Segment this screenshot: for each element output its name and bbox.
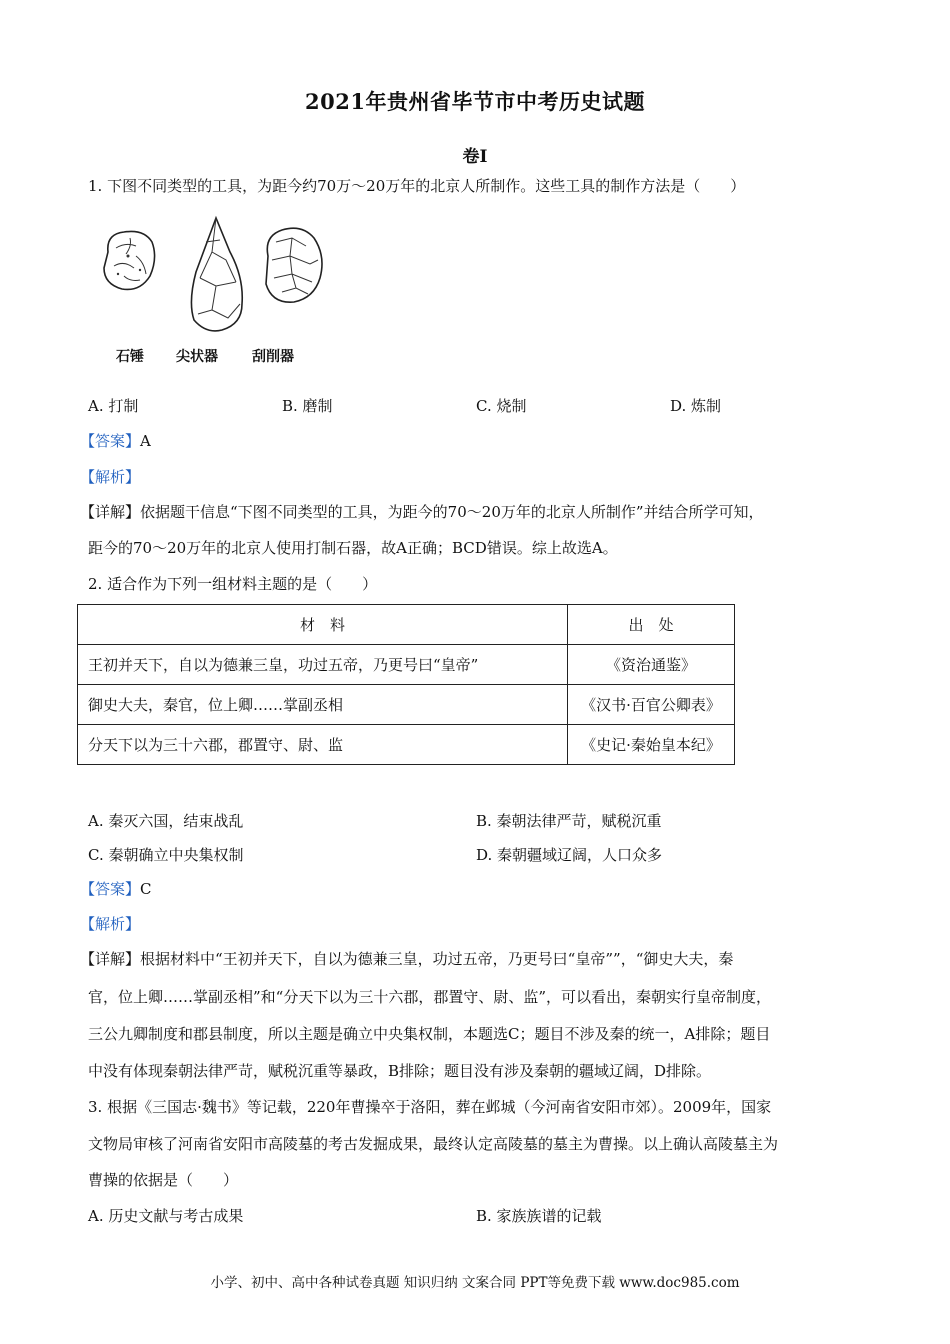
- material-cell: 分天下以为三十六郡，郡置守、尉、监: [78, 725, 568, 765]
- detail-text: 根据材料中“王初并天下，自以为德兼三皇，功过五帝，乃更号曰“皇帝””，“御史大夫，秦: [140, 950, 734, 968]
- material-cell: 王初并天下，自以为德兼三皇，功过五帝，乃更号曰“皇帝”: [78, 645, 568, 685]
- q2-detail: [80, 949, 733, 969]
- q1-option-b: B. 磨制: [282, 397, 333, 415]
- q2-answer: [80, 879, 152, 899]
- q2-option-c: C. 秦朝确立中央集权制: [88, 846, 244, 864]
- answer-value: C: [140, 880, 152, 898]
- q2-option-a: A. 秦灭六国，结束战乱: [88, 812, 244, 830]
- header-material: 材 料: [78, 605, 568, 645]
- q3-stem-line2: 文物局审核了河南省安阳市高陵墓的考古发掘成果，最终认定高陵墓的墓主为曹操。以上确认高陵墓主为: [88, 1135, 779, 1153]
- q2-option-b: B. 秦朝法律严苛，赋税沉重: [476, 812, 662, 830]
- q1-detail: [80, 502, 764, 522]
- source-cell: 《汉书·百官公卿表》: [568, 685, 735, 725]
- tool-caption-scraper: 刮削器: [252, 349, 294, 365]
- source-cell: 《资治通鉴》: [568, 645, 735, 685]
- answer-tag: 【答案】: [80, 880, 141, 898]
- answer-value: A: [140, 432, 151, 450]
- detail-tag: 【详解】: [80, 503, 141, 521]
- source-cell: 《史记·秦始皇本纪》: [568, 725, 735, 765]
- q2-material-table: [77, 604, 735, 765]
- q3-stem-line3: 曹操的依据是（ ）: [88, 1171, 239, 1189]
- tool-caption-pointed: 尖状器: [176, 349, 218, 365]
- q1-stem: 1. 下图不同类型的工具，为距今约70万～20万年的北京人所制作。这些工具的制作方法是（ ）: [88, 177, 746, 195]
- table-row: [78, 725, 735, 765]
- q1-option-a: A. 打制: [88, 397, 139, 415]
- table-header-row: [78, 605, 735, 645]
- q3-option-a: A. 历史文献与考古成果: [88, 1207, 244, 1225]
- detail-text: 依据题干信息“下图不同类型的工具，为距今的70～20万年的北京人所制作”并结合所学可知，: [140, 503, 764, 521]
- q1-answer: [80, 431, 151, 451]
- table-row: [78, 645, 735, 685]
- q1-option-d: D. 炼制: [670, 397, 722, 415]
- q1-detail-line2: 距今的70～20万年的北京人使用打制石器，故A正确；BCD错误。综上故选A。: [88, 539, 618, 557]
- stone-tools-icon: [96, 212, 336, 342]
- section-title: 卷Ⅰ: [462, 147, 488, 167]
- q2-analysis-tag: 【解析】: [80, 915, 141, 933]
- q1-option-c: C. 烧制: [476, 397, 527, 415]
- page-title: 2021年贵州省毕节市中考历史试题: [305, 89, 645, 114]
- stone-tools-illustration: [96, 212, 336, 342]
- q1-analysis-tag: 【解析】: [80, 468, 141, 486]
- material-cell: 御史大夫，秦官，位上卿……掌副丞相: [78, 685, 568, 725]
- q2-detail-line3: 三公九卿制度和郡县制度，所以主题是确立中央集权制，本题选C；题目不涉及秦的统一，A排除；题目: [88, 1025, 771, 1043]
- footer-text: 小学、初中、高中各种试卷真题 知识归纳 文案合同 PPT等免费下载 www.doc985.com: [210, 1275, 740, 1291]
- header-source: 出 处: [568, 605, 735, 645]
- answer-tag: 【答案】: [80, 432, 141, 450]
- q2-option-d: D. 秦朝疆域辽阔，人口众多: [476, 846, 663, 864]
- detail-tag: 【详解】: [80, 950, 141, 968]
- q2-detail-line4: 中没有体现秦朝法律严苛，赋税沉重等暴政，B排除；题目没有涉及秦朝的疆域辽阔，D排除。: [88, 1062, 712, 1080]
- q2-detail-line2: 官，位上卿……掌副丞相”和“分天下以为三十六郡，郡置守、尉、监”，可以看出，秦朝实行皇帝制度，: [88, 988, 772, 1006]
- q2-stem: 2. 适合作为下列一组材料主题的是（ ）: [88, 575, 378, 593]
- tool-caption-hammer: 石锤: [116, 349, 144, 365]
- table-row: [78, 685, 735, 725]
- q3-stem-line1: 3. 根据《三国志·魏书》等记载，220年曹操卒于洛阳，葬在邺城（今河南省安阳市郊）。2009年，国家: [88, 1098, 772, 1116]
- q3-option-b: B. 家族族谱的记载: [476, 1207, 602, 1225]
